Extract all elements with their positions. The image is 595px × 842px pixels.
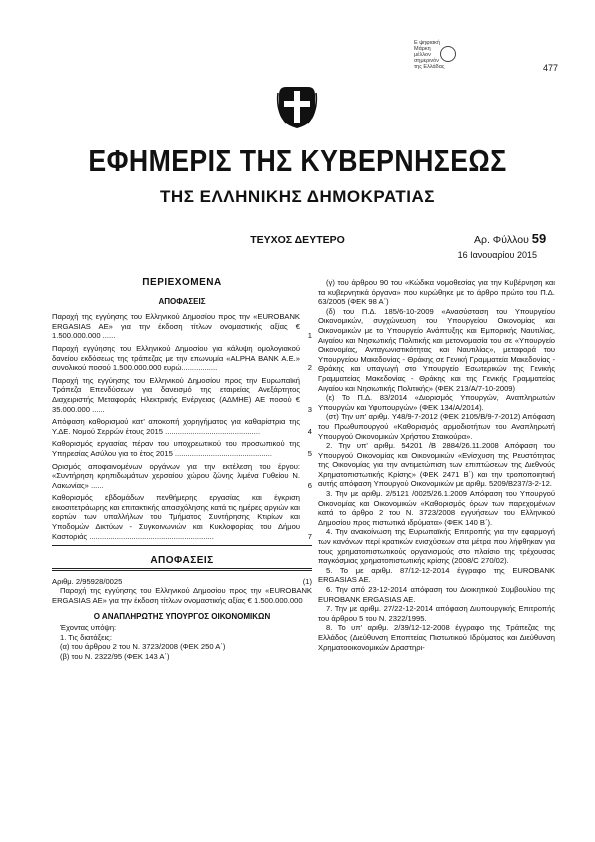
body-paragraph: (δ) του Π.Δ. 185/6-10-2009 «Ανασύσταση του Υπουργείου Οικονομικών, συγχώνευση του Υπουργείου Οικονομίας και Οικονομικών με το Υπουργείο Ανάπτυξης και Εμπορικής Ναυτιλίας, Αιγαίου και Νησιωτικής Πολιτικής και μετονομασία του σε «Υπουργείο Οικονομίας, Ανταγωνιστικότητας και Ναυτιλίας», μεταφορά του Υπουργείου Μακεδονίας - Θράκης σε Γενική Γραμματεία Μακεδονίας - Θράκης και υπαγωγή στο Υπουργείο Εσωτερικών της Γενικής Γραμματείας Μακεδονίας - Θράκης και της Γενικής Γραμματείας Αιγαίου και Νησιωτικής Πολιτικής» (ΦΕΚ 213/Α/7-10-2009) xyxy=(318,306,555,393)
toc-item-page: 2 xyxy=(307,363,312,373)
sheet-number-value: 59 xyxy=(531,231,547,246)
toc-item-page: 6 xyxy=(307,480,312,490)
gazette-title: ΕΦΗΜΕΡΙΣ ΤΗΣ ΚΥΒΕΡΝΗΣΕΩΣ xyxy=(88,143,507,178)
decision-intro: Παροχή της εγγύησης του Ελληνικού Δημοσίου προς την «EUROBANK ERGASIAS AE» για την έκδοση τίτλων ονομαστικής αξίας € 1.500.000.000 xyxy=(52,586,312,606)
body-paragraph: (γ) του άρθρου 90 του «Κώδικα νομοθεσίας για την Κυβέρνηση και τα κυβερνητικά όργανα» που κυρώθηκε με το άρθρο πρώτο του Π.Δ. 63/2005 (ΦΕΚ 98 Α΄) xyxy=(318,278,555,307)
decision-ref: Αριθμ. 2/95928/0025 xyxy=(52,576,123,586)
toc-item-page: 4 xyxy=(307,426,312,436)
decision-ref-row xyxy=(52,577,312,587)
toc-item-page: 1 xyxy=(307,331,312,341)
toc-item[interactable] xyxy=(52,462,312,491)
body-paragraph: 6. Την από 23-12-2014 απόφαση του Διοικητικού Συμβουλίου της EUROBANK ERGASIAS AE. xyxy=(318,585,555,604)
toc-item-text: Ορισμός αποφαινομένων οργάνων για την εκτέλεση του έργου: «Συντήρηση κρηπιδωμάτων χερσαίου χώρου ζώνης λιμένα Γυθείου Ν. Λακωνίας» ...... xyxy=(52,461,300,490)
toc-item-page: 7 xyxy=(307,531,312,541)
issue-date: 16 Ιανουαρίου 2015 xyxy=(457,250,537,260)
toc-item[interactable] xyxy=(52,376,312,414)
page-number: 477 xyxy=(543,63,559,73)
greek-coat-of-arms-icon xyxy=(276,85,318,129)
toc-item-text: Καθορισμός εβδομάδων πενθήμερης εργασίας και έγκριση εικοσιτετράωρης και επιτακτικής απασχόλησης κατά τις ημέρες αργιών και εορτών των υπαλλήλων του Τμήματος Συντήρησης Κτιρίων και Υποδομών Δικτύων - Συγκοινωνιών και Κυκλοφορίας του Δήμου Καστοριάς ........................................................... xyxy=(52,493,300,541)
body-paragraph: 3. Την με αριθμ. 2/5121 /0025/26.1.2009 Απόφαση του Υπουργού Οικονομίας και Οικονομικών «Καθορισμός όρων των παρεχομένων κατά το άρθρο 2 του Ν. 3723/2008 εγγυήσεων του Ελληνικού Δημοσίου προς πιστωτικά ιδρύματα» (ΦΕΚ 140 Β΄). xyxy=(318,489,555,527)
toc-item-text: Απόφαση καθορισμού κατ’ αποκοπή χορηγήματος για καθαρίστρια της Υ.ΔΕ. Νομού Σερρών έτους 2015 ............................................. xyxy=(52,417,300,436)
body-line: (α) του άρθρου 2 του Ν. 3723/2008 (ΦΕΚ 250 Α΄) xyxy=(60,642,226,652)
body-line: Έχοντας υπόψη: xyxy=(60,623,117,633)
decision-ref-num: (1) xyxy=(302,576,312,586)
toc-item[interactable] xyxy=(52,344,312,373)
double-divider xyxy=(52,568,312,571)
sheet-number xyxy=(474,231,546,246)
gazette-subtitle: ΤΗΣ ΕΛΛΗΝΙΚΗΣ ΔΗΜΟΚΡΑΤΙΑΣ xyxy=(160,187,435,206)
toc-item-text: Παροχή της εγγύησης του Ελληνικού Δημοσίου προς την Ευρωπαϊκή Τράπεζα Επενδύσεων για δανεισμό της εταιρείας Ανεξάρτητος Διαχειριστής Μεταφοράς Ηλεκτρικής Ενέργειας (ΑΔΜΗΕ) ΑΕ ποσού € 35.000.000 ...... xyxy=(52,375,300,414)
toc-heading: ΠΕΡΙΕΧΟΜΕΝΑ xyxy=(142,277,222,288)
digital-signature-stamp: Ε ψηφιακή Μάρκη μέλλον σημερινόν της Ελλάδας xyxy=(414,40,445,70)
issue-label: ΤΕΥΧΟΣ ΔΕΥΤΕΡΟ xyxy=(250,234,345,246)
decisions-heading: ΑΠΟΦΑΣΕΙΣ xyxy=(150,555,214,567)
toc-item-text: Παροχή εγγύησης του Ελληνικού Δημοσίου για κάλυψη ομολογιακού δανείου εκδόσεως της τράπεζας με την επωνυμία «ALPHA BANK A.E.» συνολικού ποσού 1.500.000.000 ευρώ................. xyxy=(52,343,300,373)
toc-item-page: 5 xyxy=(307,448,312,458)
toc-item-page: 3 xyxy=(307,404,312,414)
toc-item[interactable] xyxy=(52,493,312,541)
body-line: (β) του Ν. 2322/95 (ΦΕΚ 143 Α΄) xyxy=(60,652,170,661)
body-paragraph: 4. Την ανακοίνωση της Ευρωπαϊκής Επιτροπής για την εφαρμογή των κανόνων περί κρατικών ενισχύσεων στα μέτρα που λήφθηκαν για τους χρηματοπιστωτικούς οργανισμούς στο πλαίσιο της τρέχουσας παγκόσμιας χρηματοπιστωτικής κρίσης (2008/C 270/02). xyxy=(318,527,555,566)
divider xyxy=(52,545,312,546)
left-column xyxy=(52,278,312,662)
sheet-label: Αρ. Φύλλου xyxy=(474,234,529,246)
toc-subheading: ΑΠΟΦΑΣΕΙΣ xyxy=(158,296,206,306)
body-paragraph: (ε) Το Π.Δ. 83/2014 «Διορισμός Υπουργών, Αναπληρωτών Υπουργών και Υφυπουργών» (ΦΕΚ 134/Α/2014). xyxy=(318,393,555,412)
toc-item-text: Καθορισμός εργασίας πέραν του υποχρεωτικού του προσωπικού της Υπηρεσίας Ασύλου για το έτος 2015 .............................................. xyxy=(52,439,300,458)
toc-item-text: Παροχή της εγγύησης του Ελληνικού Δημοσίου προς την «EUROBANK ERGASIAS AE» για την έκδοση τίτλων ονομαστικής αξίας € 1.500.000.000 ...... xyxy=(52,312,300,341)
body-paragraph: 7. Την με αριθμ. 27/22-12-2014 απόφαση Διυπουργικής Επιτροπής του άρθρου 5 του Ν. 2322/1995. xyxy=(318,604,555,623)
toc-item[interactable] xyxy=(52,439,312,458)
body-paragraph: 8. Το υπ’ αριθμ. 2/39/12-12-2008 έγγραφο της Τράπεζας της Ελλάδος (Διεύθυνση Εποπτείας Πιστωτικού Ιδρύματος και Διεύθυνση Χρηματοοικονομικών Δραστηρι- xyxy=(318,623,555,652)
minister-title: Ο ΑΝΑΠΛΗΡΩΤΗΣ ΥΠΟΥΡΓΟΣ ΟΙΚΟΝΟΜΙΚΩΝ xyxy=(93,611,271,621)
toc-item[interactable] xyxy=(52,312,312,341)
body-line: 1. Τις διατάξεις: xyxy=(60,632,112,642)
body-paragraph: (στ) Την υπ’ αριθμ. Υ48/9-7-2012 (ΦΕΚ 2105/Β/9-7-2012) Απόφαση του Πρωθυπουργού «Καθορισμός αρμοδιοτήτων του Αναπληρωτή Υπουργού Οικονομικών Χρήστου Σταικούρα». xyxy=(318,412,555,441)
toc-item[interactable] xyxy=(52,417,312,436)
toc-list xyxy=(52,312,312,541)
body-paragraph: 5. Το με αριθμ. 87/12-12-2014 έγγραφο της EUROBANK ERGASIAS AE. xyxy=(318,565,555,585)
body-paragraph: 2. Την υπ’ αριθμ. 54201 /Β 2884/26.11.2008 Απόφαση του Υπουργού Οικονομίας και Οικονομικών «Ενίσχυση της Ρευστότητας της Οικονομίας για την αντιμετώπιση των επιπτώσεων της Διεθνούς Χρηματοπιστωτικής Κρίσης» (ΦΕΚ 2471 Β΄) και την τροποποιητική αυτής απόφαση Υπουργού Οικονομικών με αριθμ. 5209/Β237/3-2-12. xyxy=(318,441,555,489)
right-column xyxy=(318,278,555,652)
